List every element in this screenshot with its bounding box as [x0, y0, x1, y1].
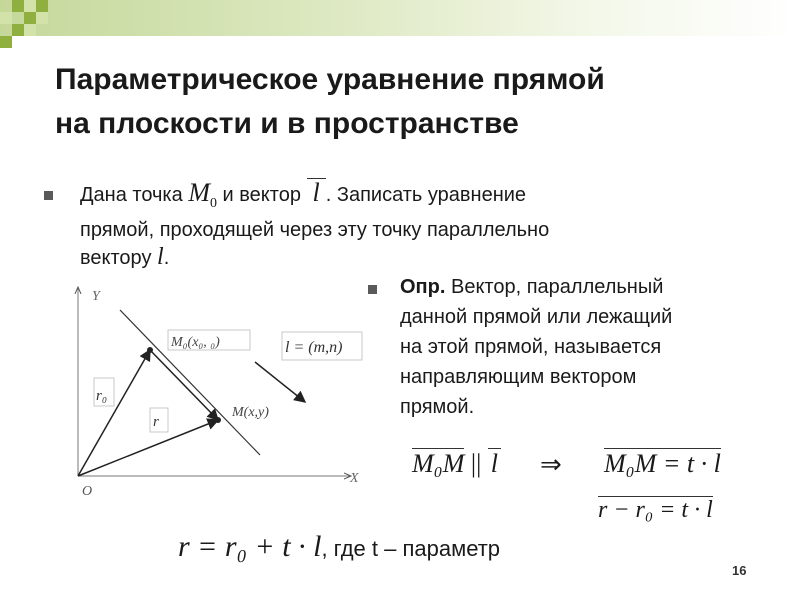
vector-l: [255, 362, 305, 402]
definition-line-3: на этой прямой, называется: [400, 336, 662, 358]
definition-line-5: прямой.: [400, 396, 475, 418]
problem-line-3: вектору l.: [80, 244, 170, 271]
formula-r-minus-r0: r − r₀ = t · l: [598, 497, 713, 523]
bullet-icon: [44, 191, 53, 200]
vector-r0: [78, 350, 150, 476]
vector-m0m: [150, 350, 218, 420]
problem-line-2: прямой, проходящей через эту точку параллельно: [80, 219, 550, 242]
x-axis-label: X: [350, 471, 359, 486]
vector-r: [78, 420, 218, 476]
main-formula-tail: , где t – параметр: [321, 536, 501, 561]
definition-line-2: данной прямой или лежащий: [400, 306, 673, 328]
bullet-icon-2: [368, 285, 377, 294]
definition-line-1: Опр. Вектор, параллельный: [400, 276, 664, 298]
m0-label: M₀(x₀, ₀): [171, 335, 220, 350]
page-number: 16: [732, 563, 747, 578]
l-label-box: [282, 332, 362, 360]
l-label: l = (m,n): [285, 339, 343, 356]
coordinate-diagram: [60, 280, 390, 510]
top-decoration-bar: [0, 0, 800, 36]
r0-label: r₀: [96, 388, 108, 404]
r-label: r: [153, 414, 159, 430]
origin-label: O: [82, 484, 93, 499]
y-axis-label: Y: [92, 289, 100, 304]
title-line-1: Параметрическое уравнение прямой: [55, 63, 605, 96]
r0-label-box: [94, 378, 114, 406]
main-formula-math: r = r₀ + t · l: [178, 530, 322, 563]
slide-title: [55, 58, 775, 146]
m-label: M(x,y): [232, 405, 269, 420]
point-m0: [147, 347, 153, 353]
main-formula: [178, 530, 500, 564]
implies-symbol: ⇒: [540, 450, 562, 480]
title-line-2: на плоскости и в пространстве: [55, 107, 519, 140]
point-symbol: $M_0$: [188, 178, 217, 212]
definition-line-4: направляющим вектором: [400, 366, 637, 388]
vector-l-symbol: l: [307, 178, 326, 206]
corner-squares-decoration: [0, 0, 60, 60]
direction-line: [120, 310, 260, 455]
problem-line-1: Дана точка $M_0$ и вектор l . Записать уравнение: [80, 178, 527, 212]
point-m: [215, 417, 221, 423]
vector-l-symbol-2: l: [157, 244, 164, 271]
formula-m0m-equals-tl: M₀M = t · l: [604, 449, 721, 478]
definition-block: [400, 272, 780, 422]
formula-parallel: M₀M || l: [412, 448, 501, 479]
m0-label-box: [168, 330, 250, 350]
problem-statement: [80, 178, 760, 272]
r-label-box: [150, 408, 168, 432]
